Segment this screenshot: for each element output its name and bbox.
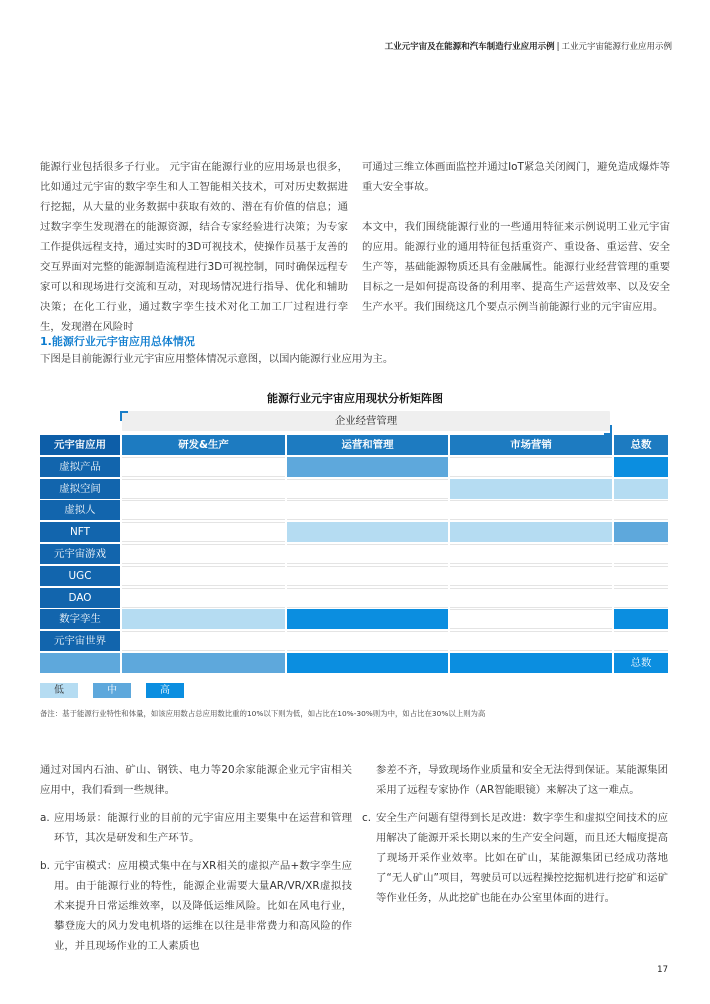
row-label: 元宇宙游戏 bbox=[40, 544, 120, 564]
level-cell bbox=[122, 631, 285, 651]
level-cell bbox=[614, 566, 668, 586]
bracket-corner-right bbox=[604, 425, 612, 435]
chart-note: 备注：基于能源行业特性和体量，如该应用数占总应用数比重的10%以下则为低，如占比在10%-30%则为中，如占比在30%以上则为高 bbox=[40, 709, 486, 718]
level-cell bbox=[287, 631, 448, 651]
matrix-row bbox=[40, 522, 668, 542]
level-cell bbox=[122, 653, 285, 673]
level-cell bbox=[287, 653, 448, 673]
level-cell bbox=[122, 609, 285, 629]
level-cell bbox=[287, 588, 448, 608]
row-label: NFT bbox=[40, 522, 120, 542]
row-label: 元宇宙世界 bbox=[40, 631, 120, 651]
level-cell bbox=[287, 566, 448, 586]
row-label: 虚拟空间 bbox=[40, 479, 120, 499]
list-marker-c: c. bbox=[362, 812, 372, 824]
matrix-row bbox=[40, 609, 668, 629]
body-right-column bbox=[362, 760, 668, 908]
level-cell bbox=[287, 457, 448, 477]
legend-low bbox=[40, 683, 78, 698]
legend-label: 中 bbox=[107, 685, 117, 696]
matrix-row bbox=[40, 653, 668, 673]
row-label: 虚拟人 bbox=[40, 500, 120, 520]
level-cell bbox=[450, 500, 612, 520]
level-cell bbox=[287, 500, 448, 520]
body-left-column bbox=[40, 760, 352, 956]
level-cell bbox=[450, 653, 612, 673]
matrix-row-header: 元宇宙应用 bbox=[40, 435, 120, 455]
level-cell bbox=[287, 609, 448, 629]
level-cell bbox=[614, 631, 668, 651]
column-header-1: 研发&生产 bbox=[122, 435, 285, 455]
legend-high bbox=[146, 683, 184, 698]
intro-left-paragraph: 能源行业包括很多子行业。 元宇宙在能源行业的应用场景也很多，比如通过元宇宙的数字孪生和人工智能相关技术，可对历史数据进行挖掘，从大量的业务数据中获取有效的、潜在有价值的信息；通过数字孪生发现潜在的能源资源，结合专家经验进行决策；为专家工作提供远程支持，通过实时的3D可视技术，使操作员基于友善的交互界面对完整的能源制造流程进行3D可视控制，同时确保远程专家可以和现场进行交流和互动，对现场情况进行指导、优化和辅助决策；在化工行业，通过数字孪生技术对化工加工厂过程进行孪生，发现潜在风险时 bbox=[40, 161, 348, 333]
level-cell bbox=[614, 500, 668, 520]
legend-label: 低 bbox=[54, 685, 64, 696]
level-cell bbox=[614, 544, 668, 564]
header-main-title: 工业元宇宙及在能源和汽车制造行业应用示例 bbox=[384, 42, 555, 52]
list-text-a: 应用场景：能源行业的目前的元宇宙应用主要集中在运营和管理环节，其次是研发和生产环节。 bbox=[54, 812, 352, 844]
group-label: 企业经营管理 bbox=[122, 411, 610, 431]
group-bracket bbox=[122, 411, 610, 433]
level-cell bbox=[122, 588, 285, 608]
level-cell bbox=[122, 522, 285, 542]
level-cell bbox=[450, 631, 612, 651]
row-label: 数字孪生 bbox=[40, 609, 120, 629]
list-item-c bbox=[362, 808, 668, 908]
list-marker-b: b. bbox=[40, 860, 50, 872]
matrix-row bbox=[40, 566, 668, 586]
level-cell bbox=[614, 588, 668, 608]
level-cell bbox=[122, 500, 285, 520]
column-header-4: 总数 bbox=[614, 435, 668, 455]
list-item-b bbox=[40, 856, 352, 956]
column-header-2: 运营和管理 bbox=[287, 435, 448, 455]
page-header bbox=[385, 40, 672, 52]
level-cell bbox=[122, 544, 285, 564]
level-cell bbox=[614, 457, 668, 477]
chart-title: 能源行业元宇宙应用现状分析矩阵图 bbox=[267, 392, 443, 405]
matrix-row bbox=[40, 500, 668, 520]
level-cell bbox=[122, 479, 285, 499]
level-cell bbox=[614, 479, 668, 499]
level-cell bbox=[614, 522, 668, 542]
matrix-row bbox=[40, 544, 668, 564]
intro-right-paragraph-2: 本文中，我们围绕能源行业的一些通用特征来示例说明工业元宇宙的应用。能源行业的通用特征包括重资产、重设备、重运营、安全生产等，基础能源物质还具有金融属性。能源行业经营管理的重要目标之一是如何提高设备的利用率、提高生产运营效率、以及安全生产水平。我们围绕这几个要点示例当前能源行业的元宇宙应用。 bbox=[362, 221, 670, 313]
level-cell bbox=[450, 588, 612, 608]
level-cell bbox=[122, 566, 285, 586]
legend-label: 高 bbox=[160, 685, 170, 696]
row-label: DAO bbox=[40, 588, 120, 608]
level-cell bbox=[450, 457, 612, 477]
section-title: 1.能源行业元宇宙应用总体情况 bbox=[40, 335, 195, 348]
row-label: UGC bbox=[40, 566, 120, 586]
column-header-3: 市场营销 bbox=[450, 435, 612, 455]
row-label bbox=[40, 653, 120, 673]
matrix-row bbox=[40, 457, 668, 477]
body-right-continuation: 参差不齐，导致现场作业质量和安全无法得到保证。某能源集团采用了远程专家协作（AR智能眼镜）来解决了这一难点。 bbox=[376, 764, 668, 796]
level-cell bbox=[122, 457, 285, 477]
row-label: 虚拟产品 bbox=[40, 457, 120, 477]
level-cell: 总数 bbox=[614, 653, 668, 673]
page-number: 17 bbox=[657, 965, 668, 975]
intro-right-paragraph-1: 可通过三维立体画面监控并通过IoT紧急关闭阀门，避免造成爆炸等重大安全事故。 bbox=[362, 161, 670, 193]
intro-right-column bbox=[362, 157, 670, 317]
intro-left-column bbox=[40, 157, 348, 337]
level-cell bbox=[287, 544, 448, 564]
section-description: 下图是目前能源行业元宇宙应用整体情况示意图，以国内能源行业应用为主。 bbox=[40, 353, 394, 365]
list-text-c: 安全生产问题有望得到长足改进：数字孪生和虚拟空间技术的应用解决了能源开采长期以来的生产安全问题，而且还大幅度提高了现场开采作业效率。比如在矿山，某能源集团已经成功落地了“无人矿山”项目，驾驶员可以远程操控挖掘机进行挖矿和运矿等作业任务，从此挖矿也能在办公室里体面的进行。 bbox=[376, 812, 668, 904]
level-cell bbox=[450, 609, 612, 629]
level-cell bbox=[450, 566, 612, 586]
level-cell bbox=[450, 479, 612, 499]
matrix-row bbox=[40, 631, 668, 651]
level-cell bbox=[287, 479, 448, 499]
matrix-row bbox=[40, 588, 668, 608]
header-separator: | bbox=[556, 42, 560, 52]
header-sub-title: 工业元宇宙能源行业应用示例 bbox=[561, 42, 672, 52]
list-marker-a: a. bbox=[40, 812, 50, 824]
body-intro: 通过对国内石油、矿山、钢铁、电力等20余家能源企业元宇宙相关应用中，我们看到一些规律。 bbox=[40, 764, 352, 796]
level-cell bbox=[614, 609, 668, 629]
bracket-corner-left bbox=[120, 411, 128, 421]
level-cell bbox=[287, 522, 448, 542]
matrix-header-row bbox=[40, 435, 668, 455]
list-text-b: 元宇宙模式：应用模式集中在与XR相关的虚拟产品+数字孪生应用。由于能源行业的特性，能源企业需要大量AR/VR/XR虚拟技术来提升日常运维效率，以及降低运维风险。比如在风电行业，攀登庞大的风力发电机塔的运维在以往是非常费力和高风险的作业，并且现场作业的工人素质也 bbox=[54, 860, 352, 952]
list-item-a bbox=[40, 808, 352, 848]
matrix-row bbox=[40, 479, 668, 499]
legend-mid bbox=[93, 683, 131, 698]
level-cell bbox=[450, 544, 612, 564]
level-cell bbox=[450, 522, 612, 542]
